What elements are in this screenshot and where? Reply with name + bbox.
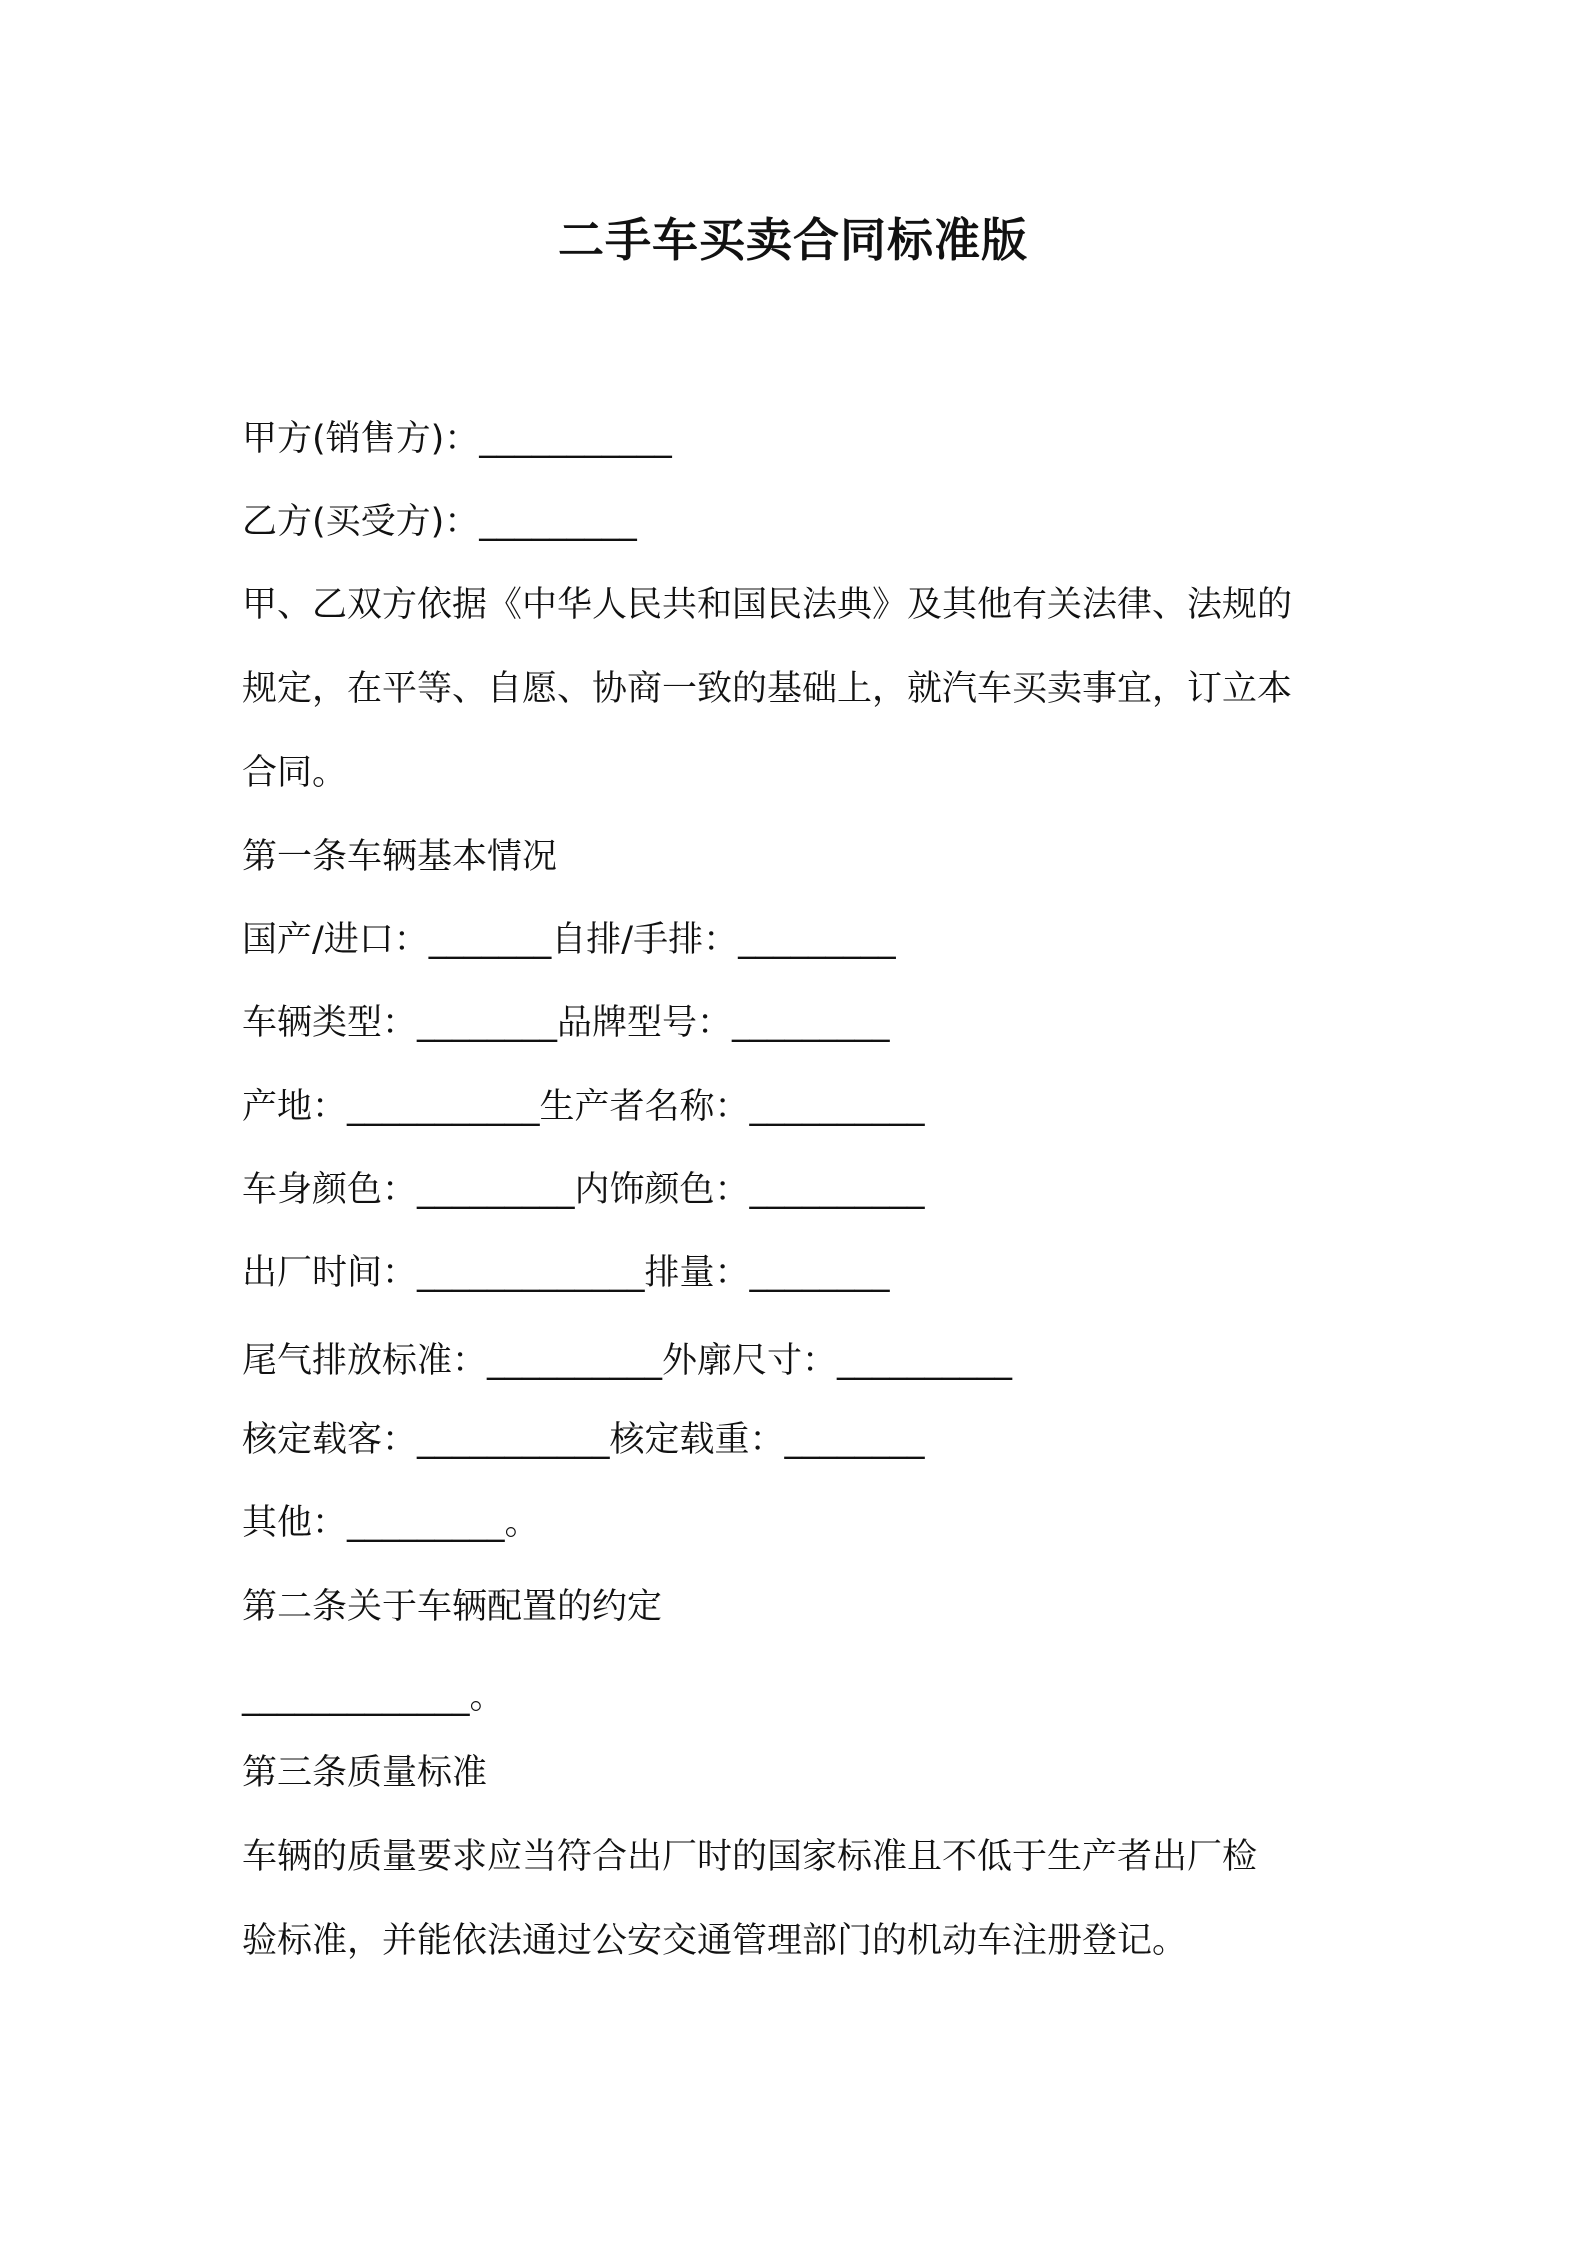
intro-line-2: 规定，在平等、自愿、协商一致的基础上，就汽车买卖事宜，订立本 bbox=[242, 669, 1293, 709]
article-1-heading: 第一条车辆基本情况 bbox=[242, 837, 558, 877]
field-line-origin-manufacturer: 产地：___________生产者名称：__________ bbox=[242, 1087, 925, 1127]
field-line-colors: 车身颜色：_________内饰颜色：__________ bbox=[242, 1170, 925, 1210]
field-line-other: 其他：_________。 bbox=[242, 1503, 540, 1543]
article-2-heading: 第二条关于车辆配置的约定 bbox=[242, 1587, 663, 1627]
field-line-capacity: 核定载客：___________核定载重：________ bbox=[242, 1420, 925, 1460]
seller-line: 甲方(销售方)：___________ bbox=[242, 419, 672, 459]
article-3-text-2: 验标准，并能依法通过公安交通管理部门的机动车注册登记。 bbox=[242, 1921, 1188, 1961]
field-line-emission-dimensions: 尾气排放标准：__________外廓尺寸：__________ bbox=[242, 1341, 1013, 1381]
intro-line-3: 合同。 bbox=[242, 753, 348, 793]
field-line-origin-transmission: 国产/进口：_______自排/手排：_________ bbox=[242, 920, 896, 960]
field-line-date-displacement: 出厂时间：_____________排量：________ bbox=[242, 1253, 890, 1293]
buyer-line: 乙方(买受方)：_________ bbox=[242, 502, 637, 542]
article-2-blank: _____________。 bbox=[242, 1677, 505, 1717]
intro-line-1: 甲、乙双方依据《中华人民共和国民法典》及其他有关法律、法规的 bbox=[242, 585, 1293, 625]
article-3-text-1: 车辆的质量要求应当符合出厂时的国家标准且不低于生产者出厂检 bbox=[242, 1837, 1258, 1877]
document-title: 二手车买卖合同标准版 bbox=[558, 213, 1028, 267]
field-line-type-brand: 车辆类型：________品牌型号：_________ bbox=[242, 1003, 890, 1043]
article-3-heading: 第三条质量标准 bbox=[242, 1753, 488, 1793]
